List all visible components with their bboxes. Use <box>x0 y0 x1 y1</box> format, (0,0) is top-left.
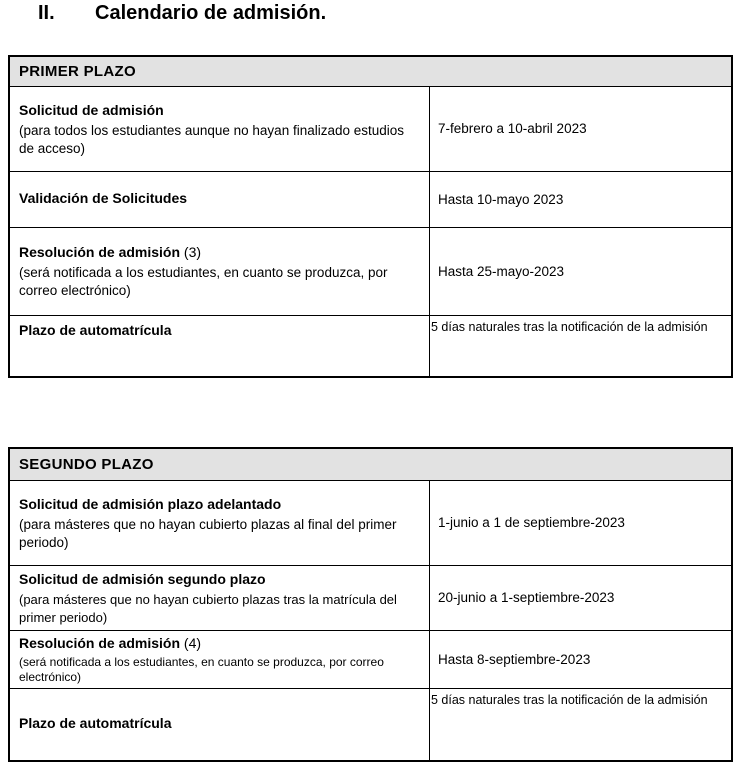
page-title <box>38 2 326 25</box>
row-title: Resolución de admisión <box>19 244 181 260</box>
row-label-cell <box>10 316 430 376</box>
row-value: Hasta 25-mayo-2023 <box>438 263 565 279</box>
row-title: Solicitud de admisión segundo plazo <box>19 571 266 587</box>
table-row <box>10 171 731 227</box>
row-value-cell <box>430 566 731 630</box>
table-row <box>10 565 731 630</box>
row-note: (para todos los estudiantes aunque no hayan finalizado estudios de acceso) <box>19 122 405 156</box>
row-value-cell <box>430 631 731 688</box>
row-value-cell <box>430 172 731 227</box>
row-title: Plazo de automatrícula <box>19 715 172 731</box>
table-row <box>10 315 731 376</box>
row-value-cell <box>430 87 731 171</box>
row-title: Validación de Solicitudes <box>19 190 188 206</box>
row-value: 7-febrero a 10-abril 2023 <box>438 121 587 136</box>
table-row <box>10 86 731 171</box>
row-title: Solicitud de admisión plazo adelantado <box>19 495 282 512</box>
table-primer-plazo <box>8 55 733 378</box>
row-value-cell <box>430 481 731 565</box>
table-header-cell: PRIMER PLAZO <box>10 57 731 86</box>
row-label-cell <box>10 87 430 171</box>
row-label-cell <box>10 566 430 630</box>
page-title-text: Calendario de admisión. <box>95 2 327 24</box>
row-label-cell <box>10 689 430 760</box>
table-row <box>10 480 731 565</box>
row-label-cell <box>10 481 430 565</box>
row-title-suffix: (4) <box>180 634 202 651</box>
row-title: Plazo de automatrícula <box>19 322 172 338</box>
row-note: (para másteres que no hayan cubierto plazas tras la matrícula del primer periodo) <box>19 592 397 625</box>
row-title: Resolución de admisión <box>19 634 181 651</box>
table-header-cell: SEGUNDO PLAZO <box>10 449 731 480</box>
row-value: 1-junio a 1 de septiembre-2023 <box>438 515 625 530</box>
row-title-suffix: (3) <box>180 244 202 260</box>
table-segundo-plazo <box>8 447 733 762</box>
page-title-numeral: II. <box>38 2 55 24</box>
row-value: 5 días naturales tras la notificación de la admisión <box>431 320 708 334</box>
row-value: 5 días naturales tras la notificación de la admisión <box>431 693 708 707</box>
row-label-cell <box>10 172 430 227</box>
row-note: (será notificada a los estudiantes, en cuanto se produzca, por correo electrónico) <box>19 654 384 684</box>
row-title: Solicitud de admisión <box>19 101 164 118</box>
row-value-cell <box>430 689 731 760</box>
row-note: (será notificada a los estudiantes, en cuanto se produzca, por correo electrónico) <box>19 265 388 298</box>
row-value-cell <box>430 228 731 315</box>
table-row <box>10 227 731 315</box>
row-note: (para másteres que no hayan cubierto plazas al final del primer periodo) <box>19 516 397 550</box>
row-label-cell <box>10 228 430 315</box>
table-row <box>10 630 731 688</box>
row-value: Hasta 10-mayo 2023 <box>438 191 564 207</box>
row-value: Hasta 8-septiembre-2023 <box>438 651 591 667</box>
table-row <box>10 688 731 760</box>
row-value-cell <box>430 316 731 376</box>
row-value: 20-junio a 1-septiembre-2023 <box>438 590 615 605</box>
row-label-cell <box>10 631 430 688</box>
